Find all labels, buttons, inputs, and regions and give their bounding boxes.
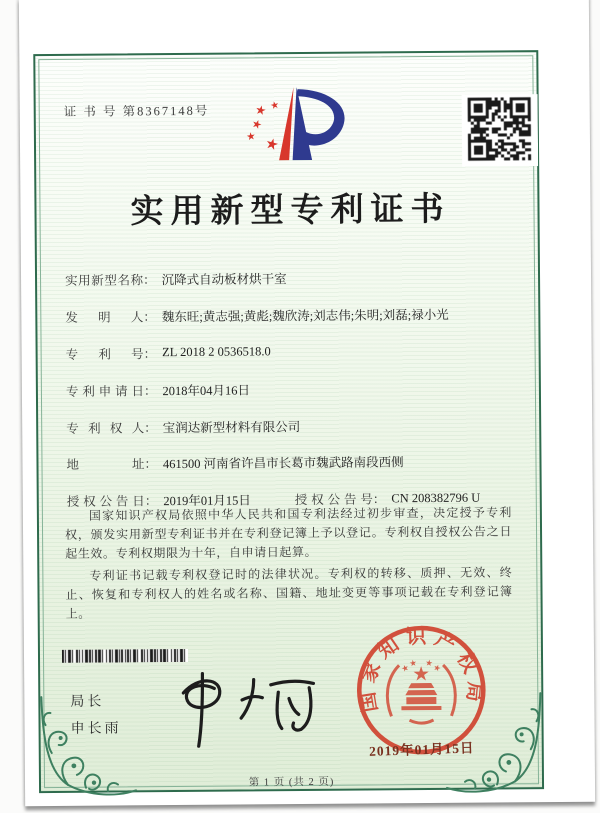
colon: ： xyxy=(143,383,157,399)
national-emblem-icon xyxy=(387,659,455,723)
field-label: 专利申请日 xyxy=(65,384,144,399)
field-label: 授权公告日 xyxy=(66,494,145,510)
certificate-border-frame xyxy=(33,50,544,793)
colon: ： xyxy=(143,347,157,362)
field-label: 发明人 xyxy=(65,310,144,326)
field-row-patentee xyxy=(66,406,517,446)
grant-number-value: CN 208382796 U xyxy=(391,490,481,506)
signer-block xyxy=(70,688,121,742)
logo-wedge-red xyxy=(279,87,295,160)
field-row-name xyxy=(65,258,516,298)
certificate-sheet xyxy=(19,0,595,806)
field-row-filing-date xyxy=(66,369,517,409)
colon: ： xyxy=(144,420,157,435)
colon: ： xyxy=(144,457,158,472)
colon: ： xyxy=(372,492,386,507)
field-row-address xyxy=(66,442,517,482)
page-number-footer: 第 1 页 (共 2 页) xyxy=(248,776,335,789)
certificate-number: 证 书 号 第8367148号 xyxy=(63,103,210,119)
logo-wedge-blue xyxy=(292,87,312,160)
field-label: 专利权人 xyxy=(66,420,145,436)
field-label: 授权公告号 xyxy=(294,492,373,508)
field-value: ZL 2018 2 0536518.0 xyxy=(162,344,271,360)
seal-ring-text: 国家知识产权局 xyxy=(355,625,487,714)
field-value: 沉降式自动板材烘干室 xyxy=(161,272,287,288)
signer-title: 局长 xyxy=(70,694,105,710)
certificate-title: 实用新型专利证书 xyxy=(130,191,451,231)
field-label: 地址 xyxy=(66,457,145,473)
field-value: 2018年04月16日 xyxy=(162,383,251,398)
field-row-inventors xyxy=(65,295,516,335)
colon: ： xyxy=(143,273,156,288)
field-label: 专利号 xyxy=(65,347,144,362)
field-value: 461500 河南省许昌市长葛市魏武路南段西侧 xyxy=(162,455,404,472)
barcode-icon xyxy=(62,649,188,663)
grant-date-value: 2019年01月15日 xyxy=(163,493,251,509)
field-value: 宝润达新型材料有限公司 xyxy=(162,419,301,435)
colon: ： xyxy=(144,494,158,509)
legal-paragraph-1: 国家知识产权局依照中华人民共和国专利法经过初步审查，决定授予专利权，颁发实用新型专利证书并在专利登记簿上予以登记。专利权自授权公告之日起生效。专利权期限为十年，自申请日起算。 xyxy=(64,505,513,561)
field-label: 实用新型名称 xyxy=(65,273,144,289)
colon: ： xyxy=(143,310,156,325)
certificate-fields xyxy=(65,258,518,519)
qr-code-icon xyxy=(462,94,539,167)
field-value: 魏东旺;黄志强;黄彪;魏欣涛;刘志伟;朱明;刘磊;禄小光 xyxy=(161,308,449,325)
cnipa-logo-icon xyxy=(227,80,368,173)
seal-date: 2019年01月15日 xyxy=(368,740,475,759)
field-row-patent-no xyxy=(65,332,516,372)
signer-name: 申长雨 xyxy=(70,721,122,737)
legal-paragraph-2: 专利证书记载专利权登记时的法律状况。专利权的转移、质押、无效、终止、恢复和专利权人的姓名或名称、国籍、地址变更等事项记载在专利登记簿上。 xyxy=(65,565,513,621)
signature-icon xyxy=(166,666,327,751)
legal-text-block xyxy=(65,503,513,626)
